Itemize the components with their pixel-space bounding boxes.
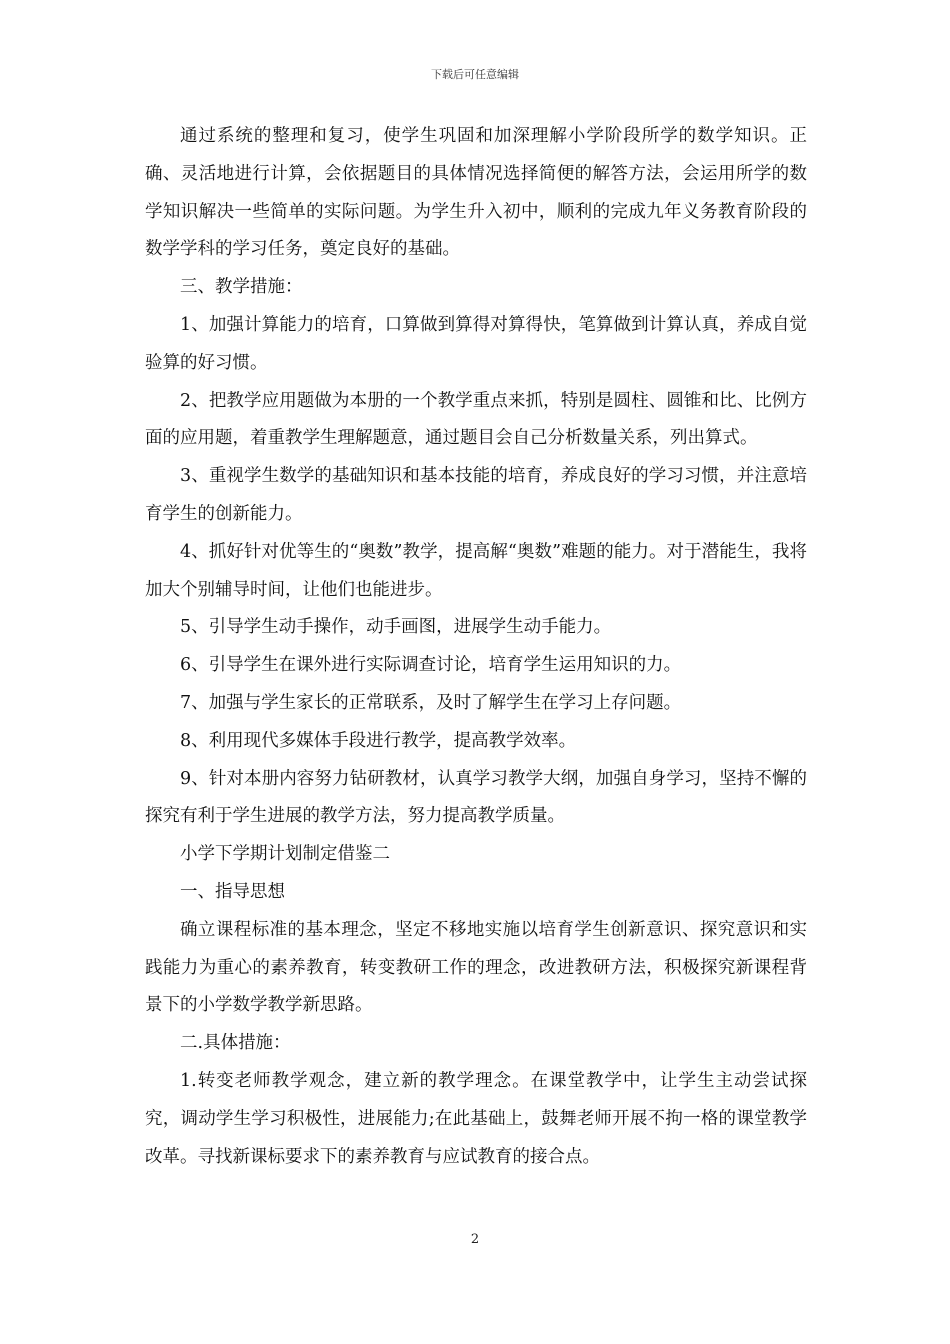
paragraph-guiding-idea: 确立课程标准的基本理念，坚定不移地实施以培育学生创新意识、探究意识和实践能力为重心的素养教育，转变教研工作的理念，改进教研方法，积极探究新课程背景下的小学数学教学新思路。: [145, 919, 807, 1016]
heading-specific-measures: 二.具体措施：: [180, 1033, 291, 1054]
measure-item-9: 9、针对本册内容努力钻研教材，认真学习教学大纲，加强自身学习，坚持不懈的探究有利于学生进展的教学方法，努力提高教学质量。: [145, 768, 807, 827]
measure-item-5: 5、引导学生动手操作，动手画图，进展学生动手能力。: [180, 617, 612, 638]
paragraph-goal: 通过系统的整理和复习，使学生巩固和加深理解小学阶段所学的数学知识。正确、灵活地进行计算，会依据题目的具体情况选择简便的解答方法，会运用所学的数学知识解决一些简单的实际问题。为学生升入初中，顺利的完成九年义务教育阶段的数学学科的学习任务，奠定良好的基础。: [145, 126, 807, 260]
page-header: 下载后可任意编辑: [431, 68, 519, 81]
specific-measure-1: 1.转变老师教学观念，建立新的教学理念。在课堂教学中，让学生主动尝试探究，调动学生学习积极性，进展能力;在此基础上，鼓舞老师开展不拘一格的课堂教学改革。寻找新课标要求下的素养教育与应试教育的接合点。: [145, 1070, 807, 1167]
measure-item-1: 1、加强计算能力的培育，口算做到算得对算得快，笔算做到计算认真，养成自觉验算的好习惯。: [145, 314, 807, 373]
section-title-plan-two: 小学下学期计划制定借鉴二: [180, 844, 390, 865]
heading-teaching-measures: 三、教学措施：: [180, 277, 303, 298]
page-number: 2: [470, 1232, 480, 1247]
heading-guiding-idea: 一、指导思想: [180, 881, 285, 902]
measure-item-2: 2、把教学应用题做为本册的一个教学重点来抓，特别是圆柱、圆锥和比、比例方面的应用题，着重教学生理解题意，通过题目会自己分析数量关系，列出算式。: [145, 390, 807, 449]
measure-item-4: 4、抓好针对优等生的“奥数”教学，提高解“奥数”难题的能力。对于潜能生，我将加大个别辅导时间，让他们也能进步。: [145, 541, 807, 600]
measure-item-6: 6、引导学生在课外进行实际调查讨论，培育学生运用知识的力。: [180, 655, 682, 676]
measure-item-8: 8、利用现代多媒体手段进行教学，提高教学效率。: [180, 730, 577, 751]
document-body: [145, 118, 807, 1176]
measure-item-3: 3、重视学生数学的基础知识和基本技能的培育，养成良好的学习习惯，并注意培育学生的创新能力。: [145, 466, 807, 524]
measure-item-7: 7、加强与学生家长的正常联系，及时了解学生在学习上存问题。: [180, 692, 682, 713]
